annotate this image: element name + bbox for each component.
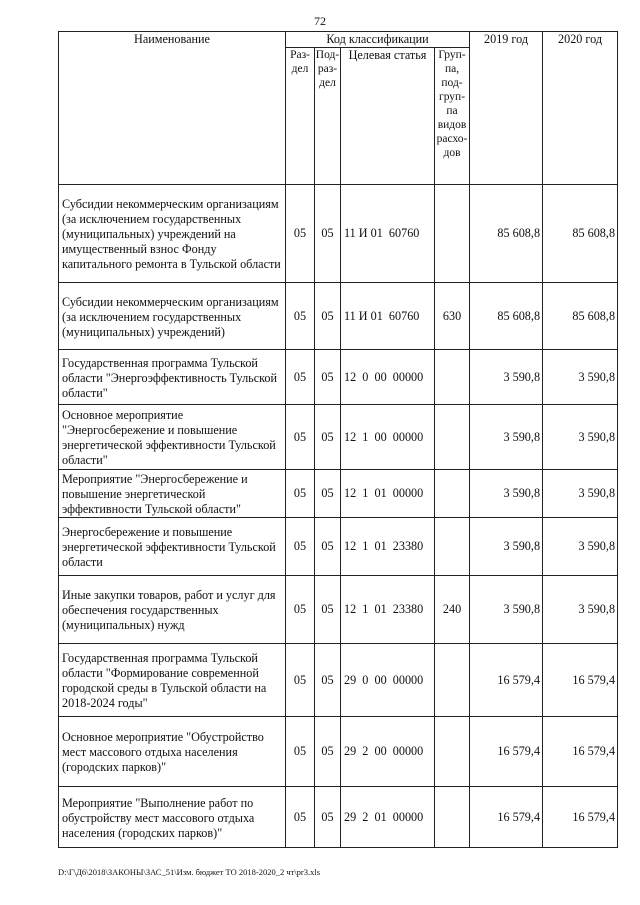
row-target: 29 0 00 00000 — [341, 644, 435, 717]
row-name: Государственная программа Тульской области "Формирование современной городской среды в Тульской области на 2018-2024 годы" — [59, 644, 286, 717]
row-vid — [435, 518, 470, 576]
row-2020: 16 579,4 — [543, 717, 618, 787]
header-razdel: Раз-дел — [286, 48, 315, 185]
row-2019: 16 579,4 — [470, 644, 543, 717]
row-target: 29 2 01 00000 — [341, 787, 435, 848]
row-2019: 85 608,8 — [470, 283, 543, 350]
table-row — [59, 185, 618, 283]
table-row — [59, 283, 618, 350]
row-name: Иные закупки товаров, работ и услуг для обеспечения государственных (муниципальных) нужд — [59, 576, 286, 644]
row-vid — [435, 644, 470, 717]
row-2020: 3 590,8 — [543, 405, 618, 470]
row-2020: 85 608,8 — [543, 185, 618, 283]
row-target: 12 0 00 00000 — [341, 350, 435, 405]
row-podrazdel: 05 — [315, 576, 341, 644]
row-vid — [435, 787, 470, 848]
row-target: 11 И 01 60760 — [341, 185, 435, 283]
header-vid: Груп-па, под-груп-па видов расхо-дов — [435, 48, 470, 185]
row-vid: 630 — [435, 283, 470, 350]
row-vid: 240 — [435, 576, 470, 644]
row-2019: 3 590,8 — [470, 518, 543, 576]
row-2019: 3 590,8 — [470, 405, 543, 470]
header-name: Наименование — [59, 32, 286, 185]
row-2019: 16 579,4 — [470, 717, 543, 787]
row-2020: 3 590,8 — [543, 470, 618, 518]
row-vid — [435, 185, 470, 283]
table-row — [59, 518, 618, 576]
row-podrazdel: 05 — [315, 518, 341, 576]
table-row — [59, 470, 618, 518]
row-2019: 85 608,8 — [470, 185, 543, 283]
table-row — [59, 644, 618, 717]
row-target: 12 1 00 00000 — [341, 405, 435, 470]
row-name: Мероприятие "Выполнение работ по обустройству мест массового отдыха населения (городских парков)" — [59, 787, 286, 848]
row-2019: 16 579,4 — [470, 787, 543, 848]
row-vid — [435, 405, 470, 470]
row-razdel: 05 — [286, 787, 315, 848]
row-vid — [435, 470, 470, 518]
row-2019: 3 590,8 — [470, 350, 543, 405]
page-number: 72 — [314, 14, 326, 28]
row-name: Основное мероприятие "Обустройство мест массового отдыха населения (городских парков)" — [59, 717, 286, 787]
row-razdel: 05 — [286, 185, 315, 283]
row-razdel: 05 — [286, 717, 315, 787]
row-2020: 3 590,8 — [543, 576, 618, 644]
header-target: Целевая статья — [341, 48, 435, 185]
file-path-footer: D:\Г\Д6\2018\ЗАКОНЫ\ЗАС_51\Изм. бюджет ТО 2018-2020_2 чт\pr3.xls — [58, 867, 321, 877]
row-2020: 85 608,8 — [543, 283, 618, 350]
row-razdel: 05 — [286, 576, 315, 644]
row-2020: 3 590,8 — [543, 350, 618, 405]
table-row — [59, 405, 618, 470]
row-2020: 16 579,4 — [543, 644, 618, 717]
row-razdel: 05 — [286, 405, 315, 470]
table-row — [59, 787, 618, 848]
row-name: Государственная программа Тульской области "Энергоэффективность Тульской области" — [59, 350, 286, 405]
header-2020: 2020 год — [543, 32, 618, 185]
row-name: Мероприятие "Энергосбережение и повышение энергетической эффективности Тульской области" — [59, 470, 286, 518]
row-target: 29 2 00 00000 — [341, 717, 435, 787]
row-name: Субсидии некоммерческим организациям (за исключением государственных (муниципальных) учреждений) — [59, 283, 286, 350]
table-row — [59, 717, 618, 787]
row-podrazdel: 05 — [315, 787, 341, 848]
row-podrazdel: 05 — [315, 717, 341, 787]
budget-table — [58, 31, 618, 848]
row-razdel: 05 — [286, 350, 315, 405]
header-code-group: Код классификации — [286, 32, 470, 48]
row-name: Энергосбережение и повышение энергетической эффективности Тульской области — [59, 518, 286, 576]
row-target: 12 1 01 00000 — [341, 470, 435, 518]
row-target: 11 И 01 60760 — [341, 283, 435, 350]
row-vid — [435, 350, 470, 405]
row-target: 12 1 01 23380 — [341, 576, 435, 644]
row-name: Субсидии некоммерческим организациям (за исключением государственных (муниципальных) учреждений на имущественный взнос Фонду капитального ремонта в Тульской области — [59, 185, 286, 283]
row-podrazdel: 05 — [315, 283, 341, 350]
row-target: 12 1 01 23380 — [341, 518, 435, 576]
row-podrazdel: 05 — [315, 644, 341, 717]
row-2020: 16 579,4 — [543, 787, 618, 848]
row-2019: 3 590,8 — [470, 576, 543, 644]
row-2019: 3 590,8 — [470, 470, 543, 518]
table-row — [59, 576, 618, 644]
header-2019: 2019 год — [470, 32, 543, 185]
row-vid — [435, 717, 470, 787]
row-razdel: 05 — [286, 470, 315, 518]
row-podrazdel: 05 — [315, 470, 341, 518]
header-podrazdel: Под-раз-дел — [315, 48, 341, 185]
row-razdel: 05 — [286, 644, 315, 717]
row-podrazdel: 05 — [315, 350, 341, 405]
row-razdel: 05 — [286, 283, 315, 350]
table-row — [59, 350, 618, 405]
row-razdel: 05 — [286, 518, 315, 576]
row-podrazdel: 05 — [315, 185, 341, 283]
row-2020: 3 590,8 — [543, 518, 618, 576]
row-name: Основное мероприятие "Энергосбережение и повышение энергетической эффективности Тульской области" — [59, 405, 286, 470]
row-podrazdel: 05 — [315, 405, 341, 470]
